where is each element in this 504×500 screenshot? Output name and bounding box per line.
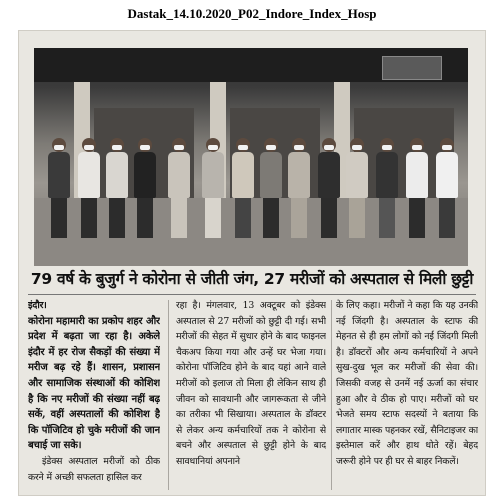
photo-person (106, 138, 128, 238)
article-column-1 (28, 298, 160, 492)
photo-person (406, 138, 428, 238)
photo-person (318, 138, 340, 238)
photo-person (376, 138, 398, 238)
photo-signboard (382, 56, 442, 80)
column-divider (331, 300, 332, 490)
file-caption: Dastak_14.10.2020_P02_Indore_Index_Hosp (127, 6, 377, 21)
photo-person (134, 138, 156, 238)
newspaper-clipping (18, 30, 486, 496)
photo-person (436, 138, 458, 238)
article-paragraph: के लिए कहा। मरीजों ने कहा कि यह उनकी नई जिंदगी है। अस्पताल के स्टाफ की मेहनत से ही हम लोगों को नई जिंदगी मिली है। डॉक्टरों और अन्य कर्मचारियों ने अपने सुख-दुख भूल कर मरीजों की सेवा की। जिसकी वजह से उनमें नई ऊर्जा का संचार हुआ और वे ठीक हो पाए। मरीजों को घर भेजते समय स्टाफ सदस्यों ने बताया कि लगातार मास्क पहनकर रखें, सैनिटाइजर का इस्तेमाल करें और हाथ धोते रहें। बेहद जरूरी होने पर ही घर से बाहर निकलें। (336, 300, 478, 467)
photo-person (288, 138, 310, 238)
photo-person (48, 138, 70, 238)
photo-person (260, 138, 282, 238)
group-photo (34, 48, 468, 266)
column-divider (168, 300, 169, 490)
photo-person (346, 138, 368, 238)
photo-person (202, 138, 224, 238)
headline: 79 वर्ष के बुजुर्ग ने कोरोना से जीती जंग, 27 मरीजों को अस्पताल से मिली छुट्टी (30, 270, 474, 288)
article-lead: कोरोना महामारी का प्रकोप शहर और प्रदेश में बढ़ता जा रहा है। अकेले इंदौर में हर रोज सैकड़ों की संख्या में मरीज बढ़ रहे हैं। शासन, प्रशासन और सामाजिक संस्थाओं की कोशिश है कि नए मरीजों की संख्या नहीं बढ़ सकें, वहीं अस्पतालों की कोशिश है कि पॉजिटिव हो चुके मरीजों की जान बचाई जा सके। (28, 315, 160, 452)
photo-person (168, 138, 190, 238)
photo-person (78, 138, 100, 238)
article-paragraph: रहा है। मंगलवार, 13 अक्टूबर को इंडेक्स अस्पताल से 27 मरीजों को छुट्टी दी गई। सभी मरीजों की सेहत में सुधार होने के बाद फाइनल चैकअप किया गया और उन्हें घर भेजा गया। कोरोना पॉजिटिव होने के बाद यहां आने वाले मरीजों को इलाज तो मिला ही लेकिन साथ ही जीवन को सावधानी और जागरूकता से जीने का तरीका भी सिखाया। अस्पताल के डॉक्टर से लेकर अन्य कर्मचारियों तक ने कोरोना से बचने और अस्पताल से छुट्टी होने के बाद सावधानियां अपनाने (176, 300, 326, 467)
photo-person (232, 138, 254, 238)
article-column-3 (336, 298, 478, 492)
headline-rule (28, 294, 476, 295)
article-paragraph: इंडेक्स अस्पताल मरीजों को ठीक करने में अच्छी सफलता हासिल कर (28, 455, 160, 483)
article-column-2 (176, 298, 326, 492)
dateline: इंदौर। (28, 300, 47, 311)
